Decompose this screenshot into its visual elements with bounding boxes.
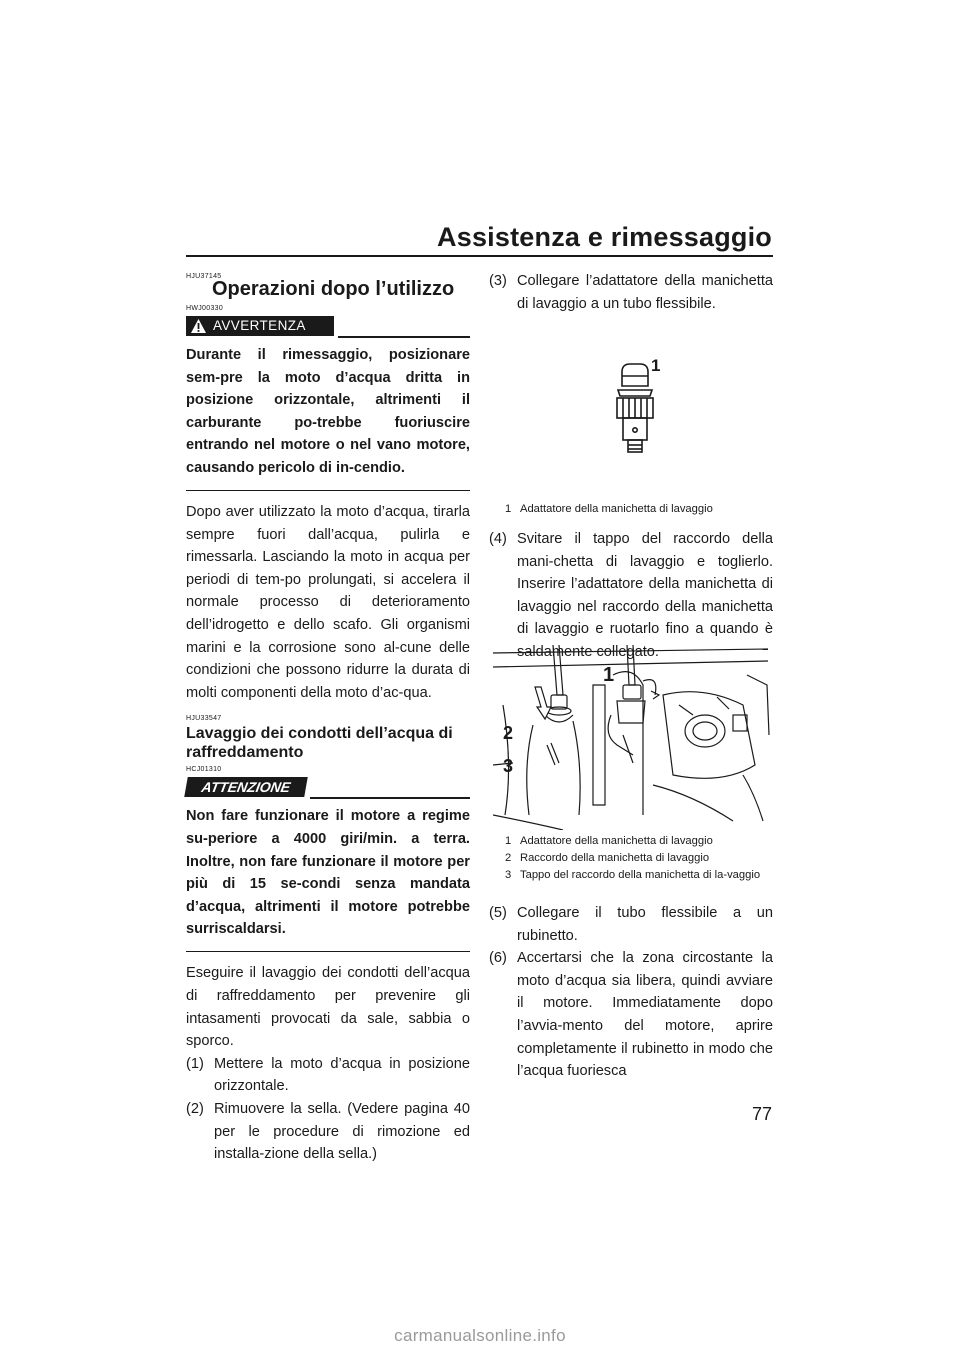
step-number: (3) xyxy=(489,273,507,289)
caution-badge xyxy=(184,777,308,797)
step-text: Mettere la moto d’acqua in posizione orizzontale. xyxy=(214,1055,470,1095)
subsection-title: Lavaggio dei condotti dell’acqua di raffreddamento xyxy=(186,725,453,762)
caption-number: 1 xyxy=(505,835,512,847)
flush-adapter-illustration xyxy=(600,350,680,460)
page-number: 77 xyxy=(751,1104,772,1124)
warning-badge xyxy=(186,316,334,336)
step-text: Collegare il tubo flessibile a un rubinetto. xyxy=(517,905,773,944)
figure-caption xyxy=(505,502,788,516)
figure-caption xyxy=(505,851,770,865)
caution-rule xyxy=(310,797,470,799)
caution-header xyxy=(186,777,470,799)
header-rule xyxy=(186,255,773,257)
step-text: Accertarsi che la zona circostante la moto d’acqua sia libera, quindi avviare il motore. Immediatamente dopo l’avvia-mento del motore, aprire completamente il rubinetto in modo che l’acqua fuoriesca xyxy=(517,950,773,1080)
right-column-continued xyxy=(489,528,773,664)
figure-callout-2: 2 xyxy=(503,723,514,743)
engine-compartment-illustration xyxy=(493,645,773,830)
step-text: Rimuovere la sella. (Vedere pagina 40 per le procedure di rimozione ed installa-zione della sella.) xyxy=(214,1101,470,1163)
warning-header xyxy=(186,316,470,338)
warning-triangle-icon xyxy=(190,318,207,334)
warning-text: Durante il rimessaggio, posizionare sem-pre la moto d’acqua dritta in posizione orizzontale, altrimenti il carburante po-trebbe fuoriuscire entrando nel motore o nel vano motore, causando pericolo di in-cendio. xyxy=(186,347,470,476)
list-item xyxy=(489,528,773,664)
caution-end-rule xyxy=(186,951,470,953)
caution-text: Non fare funzionare il motore a regime su-periore a 4000 giri/min. a terra. Inoltre, non fare funzionare il motore per più di 15 se-condi senza mandata d’acqua, altrimenti il motore potrebbe surriscaldarsi. xyxy=(186,808,470,938)
caption-number: 2 xyxy=(505,852,512,864)
list-item xyxy=(489,270,773,315)
caption-text: Adattatore della manichetta di lavaggio xyxy=(520,503,713,515)
figure-caption xyxy=(505,834,770,848)
figure-captions xyxy=(505,834,770,882)
list-item xyxy=(489,902,773,947)
figure-callout-3: 3 xyxy=(503,756,514,776)
warning-end-rule xyxy=(186,490,470,492)
watermark: carmanualsonline.info xyxy=(394,1326,566,1345)
caption-text: Adattatore della manichetta di lavaggio xyxy=(520,835,713,847)
step-text: Svitare il tappo del raccordo della mani-chetta di lavaggio e toglierlo. Inserire l’adattatore della manichetta di lavaggio nel raccordo della manichetta di lavaggio e ruotarlo fino a quando è saldamente collegato. xyxy=(517,531,773,660)
doc-code: HCJ01310 xyxy=(186,766,222,774)
body-paragraph: Eseguire il lavaggio dei condotti dell’acqua di raffreddamento per prevenire gli intasamenti provocati da sale, sabbia o sporco. xyxy=(186,965,470,1050)
step-number: (5) xyxy=(489,905,507,921)
step-number: (6) xyxy=(489,950,507,967)
figure-callout-1: 1 xyxy=(651,356,661,375)
step-number: (1) xyxy=(186,1055,204,1072)
step-number: (4) xyxy=(489,531,507,547)
caption-text: Raccordo della manichetta di lavaggio xyxy=(520,852,710,864)
doc-code: HJU33547 xyxy=(186,715,222,723)
right-column-bottom xyxy=(489,902,773,1083)
caption-number: 3 xyxy=(505,869,512,881)
warning-rule xyxy=(338,336,470,338)
caption-text: Tappo del raccordo della manichetta di la-vaggio xyxy=(520,869,761,881)
caution-label: ATTENZIONE xyxy=(200,779,292,796)
figure-caption xyxy=(505,868,770,882)
list-item xyxy=(186,1098,470,1166)
figure-callout-1: 1 xyxy=(603,664,615,686)
warning-label: AVVERTENZA xyxy=(213,318,306,333)
list-item xyxy=(489,947,773,1083)
section-title: Operazioni dopo l’utilizzo xyxy=(212,278,455,300)
doc-code: HJU37145 xyxy=(186,273,222,280)
body-paragraph: Dopo aver utilizzato la moto d’acqua, tirarla sempre fuori dall’acqua, pulirla e rimessarla. Lasciando la moto in acqua per periodi di tem-po prolungati, si accelera il normale processo di deterioramento dell’idrogetto e dello scafo. Gli organismi marini e la corrosione sono al-cune delle condizioni che possono ridurre la durata di molti componenti della moto d’ac-qua. xyxy=(186,504,470,701)
page-header-title: Assistenza e rimessaggio xyxy=(437,222,772,252)
step-text: Collegare l’adattatore della manichetta di lavaggio a un tubo flessibile. xyxy=(517,273,773,312)
step-number: (2) xyxy=(186,1101,204,1118)
list-item xyxy=(186,1053,470,1098)
right-column xyxy=(489,270,773,315)
left-column xyxy=(186,272,470,1166)
caption-number: 1 xyxy=(505,503,512,515)
doc-code: HWJ00330 xyxy=(186,305,224,312)
